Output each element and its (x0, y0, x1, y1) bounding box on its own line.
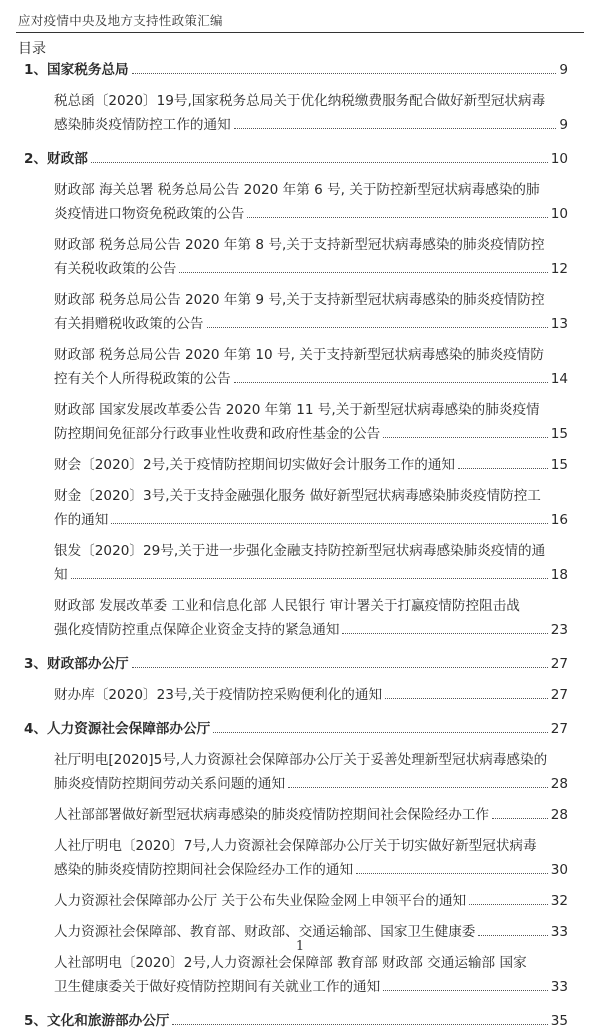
toc-page-number: 15 (550, 426, 568, 442)
dot-leader (91, 162, 548, 163)
toc-page-number: 16 (550, 512, 568, 528)
toc-item-text-line2: 人力资源社会保障部办公厅 关于公布失业保险金网上申领平台的通知 (54, 893, 467, 909)
toc-page-number: 10 (550, 151, 568, 167)
toc-item[interactable] (0, 683, 600, 707)
dot-leader (111, 523, 547, 524)
toc-item[interactable] (0, 89, 600, 137)
toc-item[interactable] (0, 748, 600, 796)
toc-section-2[interactable] (0, 147, 600, 171)
toc-page-number: 12 (550, 261, 568, 277)
dot-leader (288, 787, 548, 788)
dot-leader (207, 327, 548, 328)
dot-leader (71, 578, 548, 579)
dot-leader (385, 698, 548, 699)
toc-item-text-line2: 财会〔2020〕2号,关于疫情防控期间切实做好会计服务工作的通知 (54, 457, 456, 473)
toc-item[interactable] (0, 803, 600, 827)
toc-section-3[interactable] (0, 652, 600, 676)
dot-leader (383, 990, 547, 991)
toc-page-number: 23 (550, 622, 568, 638)
table-of-contents (0, 58, 600, 1033)
dot-leader (234, 382, 548, 383)
toc-item-text-line2: 作的通知 (54, 512, 109, 528)
toc-page-number: 28 (550, 807, 568, 823)
toc-section-title: 3、财政部办公厅 (24, 656, 129, 672)
toc-item[interactable] (0, 594, 600, 642)
toc-item[interactable] (0, 453, 600, 477)
toc-page-number: 27 (550, 656, 568, 672)
toc-item-text-line1: 人社部明电〔2020〕2号,人力资源社会保障部 教育部 财政部 交通运输部 国家 (54, 955, 527, 971)
toc-item-text-line1: 财政部 税务总局公告 2020 年第 10 号, 关于支持新型冠状病毒感染的肺炎疫情防 (54, 347, 544, 363)
toc-item[interactable] (0, 288, 600, 336)
toc-item[interactable] (0, 233, 600, 281)
toc-item[interactable] (0, 484, 600, 532)
toc-item-text-line2: 人社部部署做好新型冠状病毒感染的肺炎疫情防控期间社会保险经办工作 (54, 807, 489, 823)
header-divider (16, 32, 584, 33)
toc-item-text-line2: 控有关个人所得税政策的公告 (54, 371, 231, 387)
dot-leader (132, 73, 557, 74)
toc-item-text-line1: 财政部 税务总局公告 2020 年第 8 号,关于支持新型冠状病毒感染的肺炎疫情防控 (54, 237, 545, 253)
toc-item-text-line1: 人社厅明电〔2020〕7号,人力资源社会保障部办公厅关于切实做好新型冠状病毒 (54, 838, 537, 854)
toc-section-title: 4、人力资源社会保障部办公厅 (24, 721, 211, 737)
toc-item[interactable] (0, 178, 600, 226)
toc-page-number: 30 (550, 862, 568, 878)
toc-item[interactable] (0, 398, 600, 446)
toc-page-number: 18 (550, 567, 568, 583)
toc-page-number: 35 (550, 1013, 568, 1029)
dot-leader (234, 128, 557, 129)
toc-heading: 目录 (18, 41, 46, 57)
toc-item-text-line2: 有关税收政策的公告 (54, 261, 177, 277)
toc-page-number: 15 (550, 457, 568, 473)
toc-item-text-line2: 人力资源社会保障部、教育部、财政部、交通运输部、国家卫生健康委 (54, 924, 476, 940)
toc-section-title: 5、文化和旅游部办公厅 (24, 1013, 170, 1029)
toc-page-number: 14 (550, 371, 568, 387)
toc-page-number: 9 (559, 62, 568, 78)
toc-item-text-line1: 财政部 海关总署 税务总局公告 2020 年第 6 号, 关于防控新型冠状病毒感染的肺 (54, 182, 540, 198)
dot-leader (247, 217, 547, 218)
toc-item-text-line1: 社厅明电[2020]5号,人力资源社会保障部办公厅关于妥善处理新型冠状病毒感染的 (54, 752, 548, 768)
toc-item-text-line1: 财政部 税务总局公告 2020 年第 9 号,关于支持新型冠状病毒感染的肺炎疫情防控 (54, 292, 545, 308)
toc-section-4[interactable] (0, 717, 600, 741)
toc-section-1[interactable] (0, 58, 600, 82)
toc-item-text-line2: 强化疫情防控重点保障企业资金支持的紧急通知 (54, 622, 340, 638)
toc-item[interactable] (0, 951, 600, 999)
toc-section-5[interactable] (0, 1009, 600, 1033)
toc-page-number: 28 (550, 776, 568, 792)
dot-leader (172, 1024, 547, 1025)
dot-leader (458, 468, 548, 469)
toc-item-text-line2: 感染的肺炎疫情防控期间社会保险经办工作的通知 (54, 862, 354, 878)
toc-page-number: 33 (550, 924, 568, 940)
toc-item-text-line1: 财金〔2020〕3号,关于支持金融强化服务 做好新型冠状病毒感染肺炎疫情防控工 (54, 488, 541, 504)
toc-page-number: 13 (550, 316, 568, 332)
dot-leader (132, 667, 548, 668)
toc-item-text-line2: 肺炎疫情防控期间劳动关系问题的通知 (54, 776, 286, 792)
toc-page-number: 33 (550, 979, 568, 995)
toc-item-text-line1: 银发〔2020〕29号,关于进一步强化金融支持防控新型冠状病毒感染肺炎疫情的通 (54, 543, 546, 559)
toc-item-text-line1: 财政部 发展改革委 工业和信息化部 人民银行 审计署关于打赢疫情防控阻击战 (54, 598, 520, 614)
toc-item-text-line2: 知 (54, 567, 68, 583)
page-number: 1 (295, 939, 305, 954)
toc-item-text-line2: 炎疫情进口物资免税政策的公告 (54, 206, 245, 222)
toc-page-number: 27 (550, 721, 568, 737)
toc-item[interactable] (0, 343, 600, 391)
toc-item[interactable] (0, 889, 600, 913)
toc-page-number: 10 (550, 206, 568, 222)
toc-item-text-line1: 财政部 国家发展改革委公告 2020 年第 11 号,关于新型冠状病毒感染的肺炎疫情 (54, 402, 540, 418)
toc-item-text-line1: 税总函〔2020〕19号,国家税务总局关于优化纳税缴费服务配合做好新型冠状病毒 (54, 93, 546, 109)
toc-section-title: 1、国家税务总局 (24, 62, 129, 78)
toc-item[interactable] (0, 834, 600, 882)
dot-leader (478, 935, 547, 936)
toc-page-number: 27 (550, 687, 568, 703)
toc-page-number: 9 (559, 117, 568, 133)
toc-item-text-line2: 防控期间免征部分行政事业性收费和政府性基金的公告 (54, 426, 381, 442)
dot-leader (356, 873, 548, 874)
dot-leader (383, 437, 547, 438)
dot-leader (469, 904, 548, 905)
dot-leader (213, 732, 548, 733)
document-header-title: 应对疫情中央及地方支持性政策汇编 (18, 13, 223, 28)
toc-item-text-line2: 有关捐赠税收政策的公告 (54, 316, 204, 332)
toc-item-text-line2: 卫生健康委关于做好疫情防控期间有关就业工作的通知 (54, 979, 381, 995)
toc-item-text-line2: 财办库〔2020〕23号,关于疫情防控采购便利化的通知 (54, 687, 383, 703)
dot-leader (492, 818, 548, 819)
toc-item[interactable] (0, 539, 600, 587)
toc-page-number: 32 (550, 893, 568, 909)
toc-section-title: 2、财政部 (24, 151, 88, 167)
dot-leader (342, 633, 547, 634)
toc-item-text-line2: 感染肺炎疫情防控工作的通知 (54, 117, 231, 133)
dot-leader (179, 272, 547, 273)
